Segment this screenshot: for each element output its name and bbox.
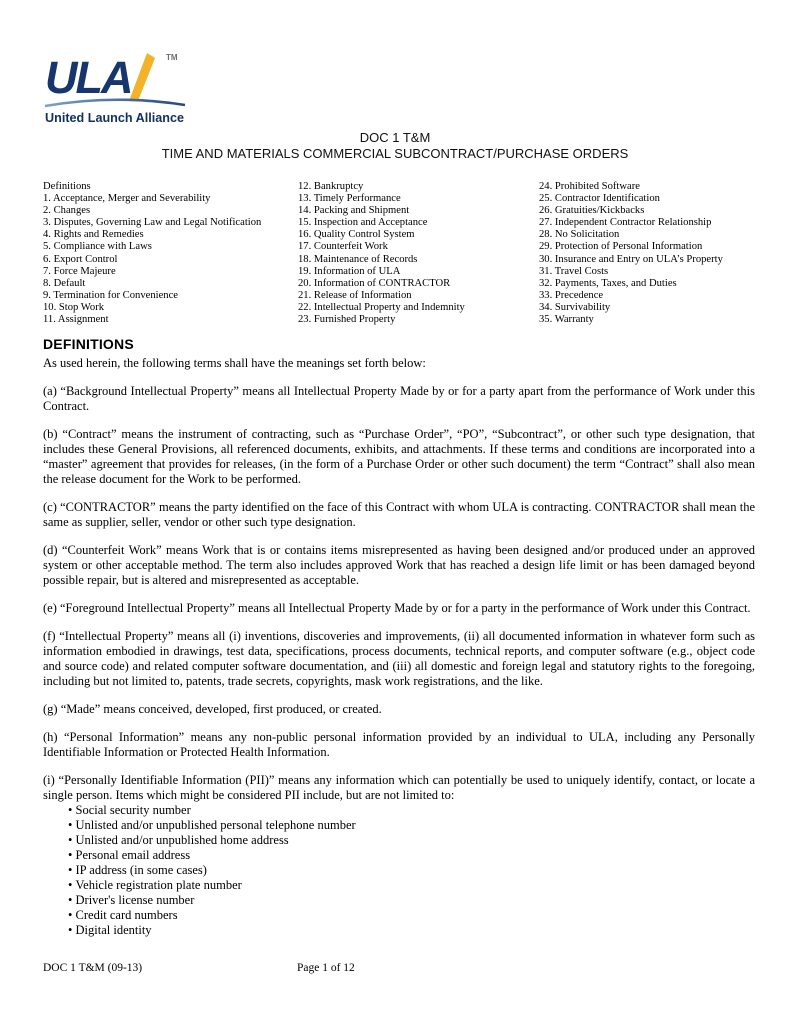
index-item: 6. Export Control xyxy=(43,253,118,265)
pii-bullet-item: • Digital identity xyxy=(68,923,755,938)
index-column-2 xyxy=(298,181,538,326)
index-item: 17. Counterfeit Work xyxy=(298,241,388,253)
doc-header xyxy=(0,130,790,162)
pii-bullet-item: • Personal email address xyxy=(68,848,755,863)
definition-paragraph: (h) “Personal Information” means any non-public personal information provided by an individual to ULA, including any Personally Identifiable Information or Protected Health Information. xyxy=(43,730,755,759)
index-item: 21. Release of Information xyxy=(298,289,412,301)
ula-logo-graphic xyxy=(44,46,186,126)
index-item: 16. Quality Control System xyxy=(298,229,415,241)
index-item: 18. Maintenance of Records xyxy=(298,253,418,265)
footer-page-number: Page 1 of 12 xyxy=(297,962,355,974)
ula-wordmark: ULA xyxy=(45,52,132,103)
index-item: 9. Termination for Convenience xyxy=(43,289,178,301)
index-item: 35. Warranty xyxy=(539,314,594,326)
pii-bullet-list xyxy=(43,803,755,938)
footer-doc-code: DOC 1 T&M (09-13) xyxy=(43,962,143,974)
definition-paragraph: (d) “Counterfeit Work” means Work that is or contains items misrepresented as having been designed and/or produced under an approved system or other acceptable method. The term also includes approved Work that has reached a design life limit or has been damaged beyond possible repair, but is altered and misrepresented as acceptable. xyxy=(43,543,755,587)
pii-bullet-item: • Vehicle registration plate number xyxy=(68,878,755,893)
ula-logo xyxy=(44,46,186,126)
index-item: 24. Prohibited Software xyxy=(539,181,640,192)
index-item: 25. Contractor Identification xyxy=(539,193,660,205)
index-item: 32. Payments, Taxes, and Duties xyxy=(539,277,677,289)
index-item: 31. Travel Costs xyxy=(539,265,609,277)
index-item: 1. Acceptance, Merger and Severability xyxy=(43,193,211,205)
index-item: 30. Insurance and Entry on ULA’s Property xyxy=(539,253,723,265)
index-item: 2. Changes xyxy=(43,205,91,217)
definition-paragraph: (i) “Personally Identifiable Information (PII)” means any information which can potentially be used to uniquely identify, contact, or locate a single person. Items which might be considered PII include, but are not limited to: xyxy=(43,773,755,802)
index-item: 28. No Solicitation xyxy=(539,229,620,241)
trademark-symbol: TM xyxy=(166,53,178,62)
index-item: 20. Information of CONTRACTOR xyxy=(298,277,451,289)
definition-paragraph: (b) “Contract” means the instrument of contracting, such as “Purchase Order”, “PO”, “Subcontract”, or other such type designation, that includes these General Provisions, all referenced documents, exhibits, and attachments. If these terms and conditions are incorporated into a “master” agreement that provides for releases, (in the form of a Purchase Order or other such document) the term “Contract” shall also mean the release document for the Work to be performed. xyxy=(43,427,755,486)
index-column-1 xyxy=(43,181,298,326)
index-item: 34. Survivability xyxy=(539,301,611,313)
index-column-3 xyxy=(539,181,769,326)
index-item: 15. Inspection and Acceptance xyxy=(298,217,428,229)
pii-bullet-item: • Credit card numbers xyxy=(68,908,755,923)
definition-paragraphs xyxy=(43,384,755,803)
index-item: 27. Independent Contractor Relationship xyxy=(539,217,712,229)
index-item: 19. Information of ULA xyxy=(298,265,401,277)
index-item: 10. Stop Work xyxy=(43,301,105,313)
definition-paragraph: (c) “CONTRACTOR” means the party identified on the face of this Contract with whom ULA is contracting. CONTRACTOR shall mean the same as supplier, seller, vendor or other such type designation. xyxy=(43,500,755,529)
index-item: 33. Precedence xyxy=(539,289,604,301)
definition-paragraph: (f) “Intellectual Property” means all (i) inventions, discoveries and improvements, (ii) all documented information in whatever form such as information embodied in drawings, test data, specifications, process documents, technical reports, and computer software (e.g., object code and source code) and related computer software documentation, and (iii) all domestic and foreign legal and statutory rights to the foregoing, including but not limited to, patents, trade secrets, copyrights, mask work registrations, and the like. xyxy=(43,629,755,688)
index-item: 13. Timely Performance xyxy=(298,193,401,205)
index-item: 12. Bankruptcy xyxy=(298,181,364,192)
index-item: 29. Protection of Personal Information xyxy=(539,241,703,253)
index-item: 7. Force Majeure xyxy=(43,265,116,277)
index-item: 4. Rights and Remedies xyxy=(43,229,144,241)
pii-bullet-item: • Unlisted and/or unpublished home address xyxy=(68,833,755,848)
index-item: 22. Intellectual Property and Indemnity xyxy=(298,301,465,313)
index-item: Definitions xyxy=(43,181,91,192)
index-item: 3. Disputes, Governing Law and Legal Notification xyxy=(43,217,262,229)
definitions-intro: As used herein, the following terms shall have the meanings set forth below: xyxy=(43,356,426,370)
index-item: 11. Assignment xyxy=(43,314,109,326)
index-item: 23. Furnished Property xyxy=(298,314,396,326)
index-item: 14. Packing and Shipment xyxy=(298,205,410,217)
pii-bullet-item: • IP address (in some cases) xyxy=(68,863,755,878)
definition-paragraph: (a) “Background Intellectual Property” means all Intellectual Property Made by or for a party apart from the performance of Work under this Contract. xyxy=(43,384,755,413)
definitions-section xyxy=(43,336,755,938)
doc-code: DOC 1 T&M xyxy=(359,130,431,145)
definition-paragraph: (e) “Foreground Intellectual Property” means all Intellectual Property Made by or for a party in the performance of Work under this Contract. xyxy=(43,601,751,615)
page-title: TIME AND MATERIALS COMMERCIAL SUBCONTRACT/PURCHASE ORDERS xyxy=(161,146,629,161)
index-item: 8. Default xyxy=(43,277,86,289)
index-item: 26. Gratuities/Kickbacks xyxy=(539,205,645,217)
logo-subtitle: United Launch Alliance xyxy=(45,110,184,125)
pii-bullet-item: • Social security number xyxy=(68,803,755,818)
pii-bullet-item: • Unlisted and/or unpublished personal telephone number xyxy=(68,818,755,833)
definition-paragraph: (g) “Made” means conceived, developed, first produced, or created. xyxy=(43,702,382,716)
index-item: 5. Compliance with Laws xyxy=(43,241,152,253)
definitions-heading: DEFINITIONS xyxy=(43,336,134,352)
pii-bullet-item: • Driver's license number xyxy=(68,893,755,908)
